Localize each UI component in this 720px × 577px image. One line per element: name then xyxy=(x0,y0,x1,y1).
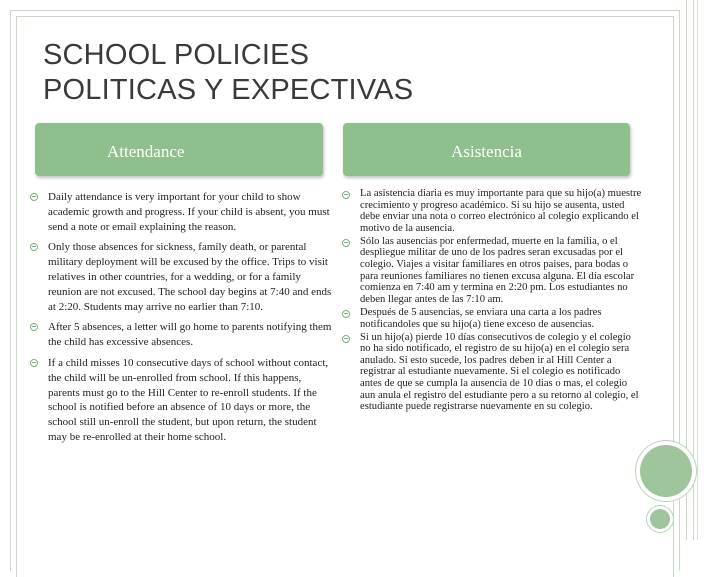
attendance-header-label: Attendance xyxy=(107,142,185,161)
bullet-icon xyxy=(342,335,350,343)
list-item xyxy=(342,236,642,306)
list-item xyxy=(342,307,642,330)
asistencia-header-label: Asistencia xyxy=(451,142,522,161)
list-item-text: Sólo las ausencias por enfermedad, muerte en la familia, o el despliegue militar de uno de los padres seran excusadas por el colegio. Viajes a visitar familiares en otros paises, para bodas o para reuniones familiares no tienen excusa alguna. El día escolar comienza en 7:40 am y termina en 2:20 pm. Los estudiantes no deben llegar antes de las 7:10 am. xyxy=(360,235,635,305)
bullet-icon xyxy=(30,243,38,251)
decorative-rail-line xyxy=(697,0,698,540)
spanish-policy-column xyxy=(342,188,642,414)
list-item-text: Daily attendance is very important for your child to show academic growth and progress. If your child is absent, you must send a note or email explaining the reason. xyxy=(48,191,330,233)
slide-title xyxy=(43,38,413,108)
bullet-icon xyxy=(342,239,350,247)
asistencia-header xyxy=(343,123,630,176)
list-item-text: After 5 absences, a letter will go home to parents notifying them the child has excessive absences. xyxy=(48,321,332,349)
bullet-icon xyxy=(342,310,350,318)
list-item xyxy=(30,190,335,234)
attendance-header xyxy=(35,123,323,176)
title-line-english: SCHOOL POLICIES xyxy=(43,39,310,71)
list-item-text: Si un hijo(a) pierde 10 días consecutivos de colegio y el colegio no ha sido notificado, el registro de su hijo(a) en el colegio sera anulado. Si esto sucede, los padres deben ir al Hill Center a registrar al estudiante nuevamente. Si el colegio es notificado antes de que se cumpla la ausencia de 10 dias o mas, el colegio aun anula el registro del estudiante pero a su retorno al colegio, el estudiante puede registrarse nuevamente en su colegio. xyxy=(360,331,639,413)
bullet-icon xyxy=(30,323,38,331)
bullet-icon xyxy=(342,191,350,199)
bullet-icon xyxy=(30,193,38,201)
decorative-circle-small xyxy=(650,509,670,529)
list-item-text: If a child misses 10 consecutive days of school without contact, the child will be un-enrolled from school. If this happens, parents must go to the Hill Center to re-enroll students. If the school is notified before an absence of 10 days or more, the school still un-enroll the student, but upon return, the student may be re-enrolled at their home school. xyxy=(48,356,329,443)
list-item-text: La asistencia diaria es muy importante para que su hijo(a) muestre crecimiento y progreso académico. Si su hijo se ausenta, usted debe enviar una nota o correo electrónico al colegio explicando el motivo de la ausencia. xyxy=(360,188,642,234)
english-policy-list xyxy=(30,190,335,445)
spanish-policy-list xyxy=(342,188,642,413)
english-policy-column xyxy=(30,190,335,451)
list-item xyxy=(342,332,642,413)
list-item xyxy=(342,188,642,234)
list-item xyxy=(30,356,335,445)
bullet-icon xyxy=(30,359,38,367)
list-item-text: Only those absences for sickness, family death, or parental military deployment will be excused by the office. Trips to visit relatives in other countries, for a wedding, or for a family reunion are not excused. The school day begins at 7:40 and ends at 2:20. Students may arrive no earlier than 7:10. xyxy=(48,241,332,313)
decorative-circle-large xyxy=(640,445,692,497)
list-item xyxy=(30,320,335,350)
list-item-text: Después de 5 ausencias, se enviara una carta a los padres notificandoles que su hijo(a) tiene exceso de ausencias. xyxy=(360,306,602,330)
list-item xyxy=(30,240,335,314)
title-line-spanish: POLITICAS Y EXPECTIVAS xyxy=(43,74,414,106)
